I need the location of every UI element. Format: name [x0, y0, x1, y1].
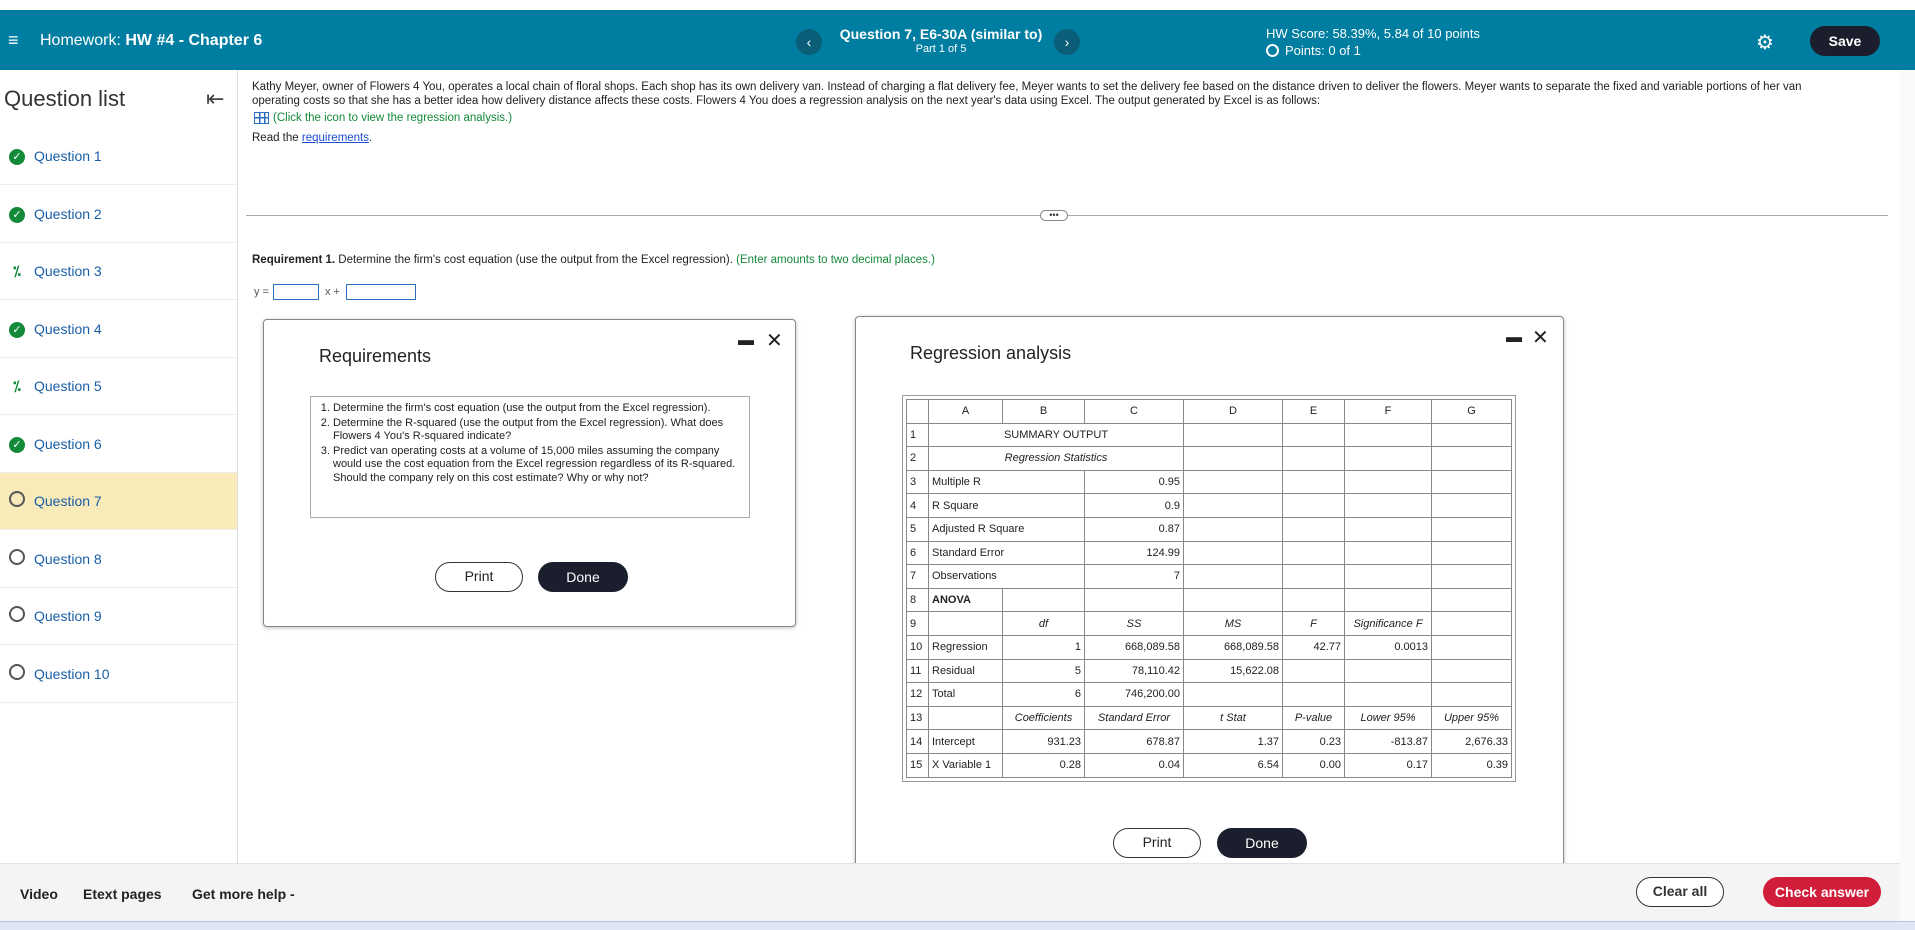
table-row: 15 X Variable 1 0.28 0.04 6.54 0.00 0.17 0.39 — [907, 753, 1512, 777]
coef-header: Coefficients — [1003, 706, 1085, 730]
top-strip — [0, 0, 1915, 10]
sidebar-item-label: Question 7 — [34, 493, 102, 509]
points-status — [1266, 43, 1361, 58]
next-question-button[interactable]: › — [1054, 29, 1080, 55]
requirement-1-text: Determine the firm's cost equation (use the output from the Excel regression). — [335, 254, 733, 266]
settings-gear-icon[interactable]: ⚙ — [1756, 32, 1774, 54]
sidebar-item-label: Question 6 — [34, 435, 102, 452]
column-header: B — [1003, 400, 1085, 424]
regression-link-text[interactable]: (Click the icon to view the regression analysis.) — [273, 112, 513, 124]
regression-statistics-heading: Regression Statistics — [929, 447, 1184, 471]
table-row: 10 Regression 1 668,089.58 668,089.58 42.77 0.0013 — [907, 635, 1512, 659]
unanswered-circle-icon — [0, 606, 34, 626]
table-cell: 0.17 — [1345, 753, 1432, 777]
table-row: 11 Residual 5 78,110.42 15,622.08 — [907, 659, 1512, 683]
table-cell: 0.00 — [1283, 753, 1345, 777]
requirement-1-hint: (Enter amounts to two decimal places.) — [732, 254, 935, 266]
stat-value: 0.87 — [1085, 517, 1184, 541]
column-header-row — [907, 400, 1512, 424]
requirement-1-prompt — [252, 254, 935, 266]
anova-row-label: Total — [929, 683, 1003, 707]
table-cell: 6 — [1003, 683, 1085, 707]
partial-credit-icon: ⁒ — [13, 377, 21, 394]
table-cell: 0.04 — [1085, 753, 1184, 777]
stat-value: 124.99 — [1085, 541, 1184, 565]
summary-output-heading: SUMMARY OUTPUT — [929, 423, 1184, 447]
question-part: Part 1 of 5 — [915, 43, 967, 55]
coef-header: Standard Error — [1085, 706, 1184, 730]
anova-row-label: Residual — [929, 659, 1003, 683]
sidebar-item-question-10[interactable] — [0, 646, 237, 703]
requirement-item: 1. Determine the firm's cost equation (use the output from the Excel regression). — [333, 402, 743, 416]
table-grid-icon[interactable] — [254, 112, 269, 124]
sidebar-item-label: Question 8 — [34, 550, 102, 567]
menu-icon[interactable]: ≡ — [8, 30, 19, 50]
table-row: 2 Regression Statistics — [907, 447, 1512, 471]
table-row: 8 ANOVA — [907, 588, 1512, 612]
table-cell: 1 — [1003, 635, 1085, 659]
sidebar-item-question-4[interactable] — [0, 301, 237, 358]
anova-header: SS — [1085, 612, 1184, 636]
correct-check-icon: ✓ — [0, 205, 34, 223]
sidebar-item-question-9[interactable] — [0, 588, 237, 645]
table-cell: 0.28 — [1003, 753, 1085, 777]
hw-score: HW Score: 58.39%, 5.84 of 10 points — [1266, 26, 1480, 41]
sidebar-item-question-3[interactable] — [0, 243, 237, 300]
video-link[interactable]: Video — [20, 886, 58, 902]
header-bar — [0, 10, 1915, 70]
regression-spreadsheet — [902, 395, 1516, 782]
sidebar-item-label: Question 4 — [34, 320, 102, 337]
coef-header: P-value — [1283, 706, 1345, 730]
table-row: 13 Coefficients Standard Error t Stat P-value Lower 95% Upper 95% — [907, 706, 1512, 730]
requirement-item: 2. Determine the R-squared (use the output from the Excel regression). What does Flowers 4 You's R-squared indicate? — [333, 417, 743, 444]
equation-y-label: y = — [254, 286, 269, 298]
check-answer-button[interactable]: Check answer — [1763, 877, 1881, 907]
sidebar-item-question-1[interactable] — [0, 128, 237, 185]
anova-header: MS — [1184, 612, 1283, 636]
sidebar-item-label: Question 10 — [34, 665, 110, 682]
get-more-help-menu[interactable]: Get more help - — [192, 886, 295, 902]
table-cell: 6.54 — [1184, 753, 1283, 777]
coef-row-label: Intercept — [929, 730, 1003, 754]
table-cell: 931.23 — [1003, 730, 1085, 754]
table-cell: 0.23 — [1283, 730, 1345, 754]
column-header: E — [1283, 400, 1345, 424]
requirements-link[interactable]: requirements — [301, 132, 370, 144]
anova-header: Significance F — [1345, 612, 1432, 636]
equation-x-label: x + — [324, 286, 340, 298]
page-scrollbar[interactable] — [1900, 70, 1915, 921]
homework-title — [40, 32, 262, 50]
variable-cost-input[interactable] — [273, 284, 319, 300]
regression-table — [906, 399, 1512, 778]
stat-label: R Square — [929, 494, 1085, 518]
previous-question-button[interactable]: ‹ — [796, 29, 822, 55]
table-cell: 2,676.33 — [1432, 730, 1512, 754]
close-icon[interactable]: ✕ — [1532, 327, 1549, 349]
table-cell: 0.39 — [1432, 753, 1512, 777]
unanswered-circle-icon — [0, 664, 34, 684]
homework-prefix: Homework: — [40, 32, 121, 49]
table-row: 14 Intercept 931.23 678.87 1.37 0.23 -813.87 2,676.33 — [907, 730, 1512, 754]
question-list-title: Question list — [4, 86, 126, 111]
correct-check-icon: ✓ — [0, 320, 34, 338]
clear-all-button[interactable]: Clear all — [1636, 877, 1724, 907]
cost-equation — [254, 284, 416, 300]
etext-pages-link[interactable]: Etext pages — [83, 886, 162, 902]
sidebar-item-question-6[interactable] — [0, 416, 237, 473]
table-cell: -813.87 — [1345, 730, 1432, 754]
stat-value: 7 — [1085, 565, 1184, 589]
column-header: D — [1184, 400, 1283, 424]
stat-value: 0.95 — [1085, 470, 1184, 494]
sidebar-item-question-8[interactable] — [0, 531, 237, 588]
fixed-cost-input[interactable] — [346, 284, 416, 300]
question-title: Question 7, E6-30A (similar to) — [839, 26, 1043, 42]
sidebar-item-label: Question 3 — [34, 263, 102, 279]
stat-label: Adjusted R Square — [929, 517, 1085, 541]
bottom-strip — [0, 921, 1915, 930]
table-row: 1 SUMMARY OUTPUT — [907, 423, 1512, 447]
sidebar-item-question-5[interactable] — [0, 358, 237, 415]
points-circle-icon — [1266, 44, 1279, 57]
question-intro-text: Kathy Meyer, owner of Flowers 4 You, operates a local chain of floral shops. Each shop has its own delivery van. Instead of charging a flat delivery fee, Meyer wants to set the delivery fee based on the distance driven to deliver the flowers. Meyer wants to separate the fixed and variable portions of her van operating costs so that she has a better idea how delivery distance affects these costs. Flowers 4 You does a regression analysis on the next year's data using Excel. The output generated by Excel is as follows: — [252, 81, 1802, 107]
sidebar-item-question-7[interactable] — [0, 473, 237, 530]
collapse-sidebar-icon[interactable]: ⇤ — [206, 86, 225, 111]
partial-credit-icon: ⁒ — [13, 262, 21, 279]
stat-value: 0.9 — [1085, 494, 1184, 518]
anova-heading: ANOVA — [929, 588, 1003, 612]
requirements-dialog — [263, 319, 796, 627]
save-button[interactable]: Save — [1810, 26, 1880, 56]
read-requirements-line — [252, 132, 372, 144]
unanswered-circle-icon — [0, 549, 34, 569]
table-cell: 668,089.58 — [1184, 635, 1283, 659]
table-cell: 1.37 — [1184, 730, 1283, 754]
done-button[interactable]: Done — [538, 562, 628, 592]
requirements-list-box — [310, 396, 750, 518]
minimize-icon[interactable]: ▬ — [738, 332, 754, 349]
column-header: G — [1432, 400, 1512, 424]
footer-bar — [0, 863, 1915, 921]
regression-analysis-dialog — [855, 316, 1564, 892]
anova-row-label: Regression — [929, 635, 1003, 659]
correct-check-icon: ✓ — [0, 147, 34, 165]
question-list-sidebar — [0, 70, 238, 863]
homework-name: HW #4 - Chapter 6 — [125, 32, 263, 49]
unanswered-circle-icon — [0, 491, 34, 511]
coef-header: t Stat — [1184, 706, 1283, 730]
requirements-title: Requirements — [319, 346, 432, 366]
table-row: 9 df SS MS F Significance F — [907, 612, 1512, 636]
table-cell: 78,110.42 — [1085, 659, 1184, 683]
anova-header: F — [1283, 612, 1345, 636]
anova-header: df — [1003, 612, 1085, 636]
column-header: C — [1085, 400, 1184, 424]
sidebar-item-question-2[interactable] — [0, 186, 237, 243]
minimize-icon[interactable]: ▬ — [1506, 329, 1522, 346]
table-cell: 42.77 — [1283, 635, 1345, 659]
table-row: 5 Adjusted R Square 0.87 — [907, 517, 1512, 541]
table-cell: 668,089.58 — [1085, 635, 1184, 659]
table-row: 7 Observations 7 — [907, 565, 1512, 589]
read-suffix: . — [369, 132, 373, 144]
table-row: 6 Standard Error 124.99 — [907, 541, 1512, 565]
table-cell: 746,200.00 — [1085, 683, 1184, 707]
table-row: 12 Total 6 746,200.00 — [907, 683, 1512, 707]
sidebar-item-label: Question 5 — [34, 378, 102, 394]
sidebar-item-label: Question 9 — [34, 608, 102, 624]
stat-label: Multiple R — [929, 470, 1085, 494]
print-button[interactable]: Print — [435, 562, 523, 592]
stat-label: Observations — [929, 565, 1085, 589]
correct-check-icon: ✓ — [0, 435, 34, 453]
table-row: 3 Multiple R 0.95 — [907, 470, 1512, 494]
column-header: F — [1345, 400, 1432, 424]
regression-analysis-title: Regression analysis — [910, 343, 1072, 363]
table-cell: 0.0013 — [1345, 635, 1432, 659]
coef-row-label: X Variable 1 — [929, 753, 1003, 777]
table-row: 4 R Square 0.9 — [907, 494, 1512, 518]
coef-header: Lower 95% — [1345, 706, 1432, 730]
read-prefix: Read the — [252, 132, 299, 144]
regression-link-row[interactable] — [254, 112, 512, 124]
requirement-1-label: Requirement 1. — [252, 254, 336, 266]
table-cell: 15,622.08 — [1184, 659, 1283, 683]
requirement-item: 3. Predict van operating costs at a volume of 15,000 miles assuming the company would use the cost equation from the Excel regression regardless of its R-squared. Should the company rely on this cost estimate? Why or why not? — [333, 445, 743, 486]
coef-header: Upper 95% — [1432, 706, 1512, 730]
stat-label: Standard Error — [929, 541, 1085, 565]
close-icon[interactable]: ✕ — [766, 330, 783, 352]
points-text: Points: 0 of 1 — [1285, 43, 1361, 58]
done-button[interactable]: Done — [1217, 828, 1307, 858]
resize-handle-icon[interactable]: ••• — [1040, 210, 1068, 221]
print-button[interactable]: Print — [1113, 828, 1201, 858]
table-cell: 5 — [1003, 659, 1085, 683]
table-cell: 678.87 — [1085, 730, 1184, 754]
sidebar-item-label: Question 2 — [34, 205, 102, 222]
sidebar-item-label: Question 1 — [34, 148, 102, 164]
column-header: A — [929, 400, 1003, 424]
